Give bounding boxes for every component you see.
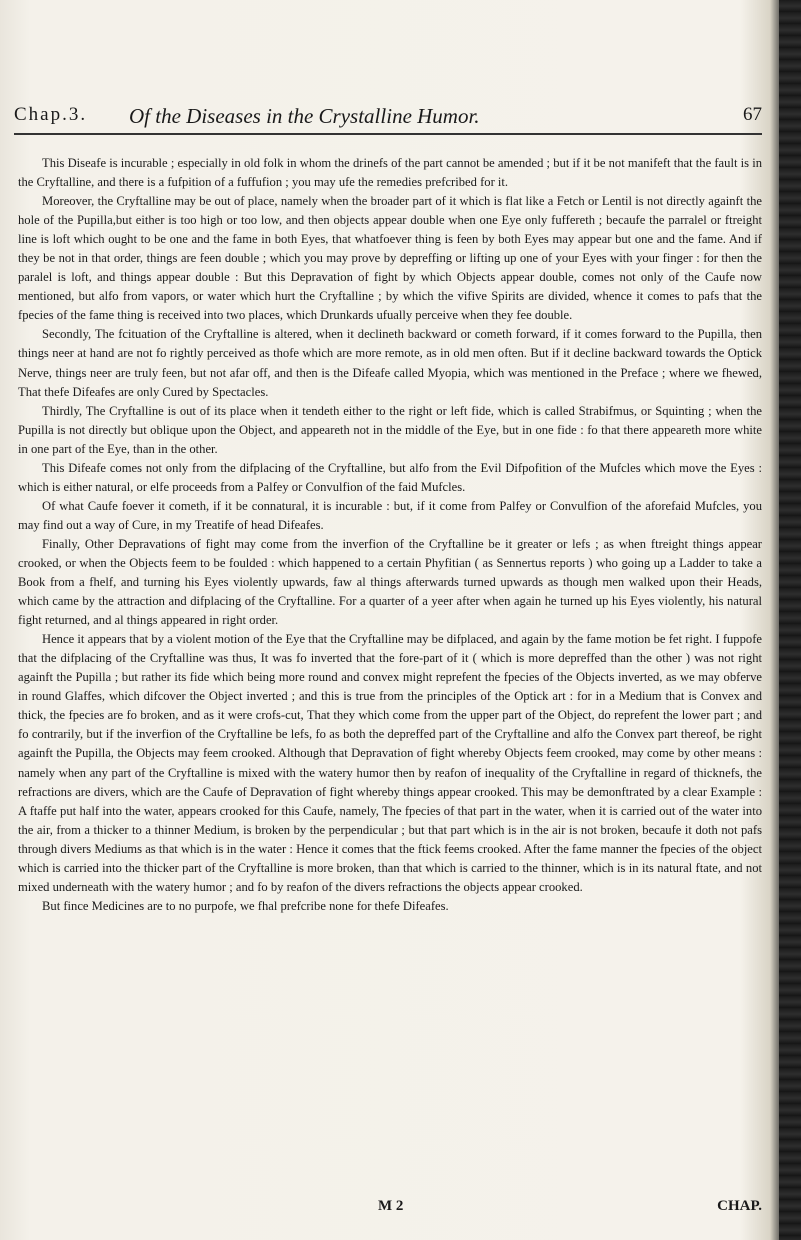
paragraph: But fince Medicines are to no purpofe, we fhal prefcribe none for thefe Difeafes.: [42, 898, 449, 913]
paragraph: Secondly, The fcituation of the Cryftalline is altered, when it declineth backward or cometh forward, if it comes forward to the Pupilla, then things neer at hand are not fo rightly perceived as thofe which are more remote, as in old men often. But if it decline backward towards the Optick Nerve, things neer are truly feen, but not afar off, and then is the Difeafe called Myopia, which was mentioned in the Preface ; where we fhewed, That thefe Difeafes are only Cured by Spectacles.: [18, 327, 762, 399]
book-binding-edge: [779, 0, 801, 1240]
page-number: 67: [743, 104, 762, 125]
paragraph: Hence it appears that by a violent motion of the Eye that the Cryftalline may be difplaced, and again by the fame motion be fet right. I fuppofe that the difplacing of the Cryftalline was thus, It was fo inverted that the fore-part of it ( which is more depreffed than the other ) was not right againft the Pupilla ; but rather its fide which being more round and convex might reprefent the fpecies of the Objects inverted, as we may obferve in round Glaffes, which difcover the Object inverted ; and this is true from the principles of the Optick art : for in a Medium that is Convex and thick, the fpecies are fo broken, and as it were crofs-cut, That they which come from the upper part of the Object, do reprefent the lower part ; and fo contrarily, but if the inverfion of the Cryftalline be lefs, fo as both the depreffed part of the Cryftalline and alfo the Convex part thereof, be right againft the Pupilla, the Objects may feem crooked. Although that Depravation of fight whereby Objects feem crooked, may come by other means : namely when any part of the Cryftalline is mixed with the watery humor then by reafon of inequality of the Cryftalline in regard of thicknefs, the refractions are divers, which are the Caufe of Depravation of fight whereby things appear crooked. This may be demonftrated by a clear Example : A ftaffe put half into the water, appears crooked for this Caufe, namely, The fpecies of that part in the water, when it is carried out of the water into the air, from a thicker to a thinner Medium, is broken by the perpendicular ; but that part which is in the air is not broken, becaufe it doth not pafs through divers Mediums as that which is in the water : Hence it comes that the ftick feems crooked. After the fame manner the fpecies of the object which is carried into the thicker part of the Cryftalline is more broken, than that which is carried to the thinner, which is in its natural ftate, and not mixed underneath with the watery humor ; and fo by reafon of the divers refractions the objects appear crooked.: [18, 632, 762, 894]
chapter-title: Of the Diseases in the Crystalline Humor.: [129, 104, 480, 128]
paragraph: Moreover, the Cryftalline may be out of place, namely when the broader part of it which is flat like a Fetch or Lentil is not directly againft the hole of the Pupilla,but either is too high or too low, and then objects appear double when one Eye only fuffereth ; becaufe the parralel or ftreight line is loft which ought to be one and the fame in both Eyes, that whatfoever thing is feen by both Eyes may appear but one and the fame. And if they be not in that order, things are feen double ; which you may prove by depreffing or lifting up one of your Eyes with your finger : for then the paralel is loft, and things appear double : But this Depravation of fight by which Objects appear double, comes not only of the Caufe now mentioned, but alfo from vapors, or water which hurt the Cryftalline ; by which the vifive Spirits are divided, whence it comes to pafs that the fpecies of the fame thing is received into two places, which Drunkards ufually perceive when they fee double.: [18, 194, 762, 323]
header-rule: [14, 133, 762, 135]
signature-mark: M 2: [378, 1198, 404, 1214]
paragraph: Thirdly, The Cryftalline is out of its place when it tendeth either to the right or left fide, which is called Strabifmus, or Squinting ; when the Pupilla is not directly but oblique upon the Object, and appeareth not in the middle of the Eye, but in one fide : fo that there appeareth more white in one part of the Eye, than in the other.: [18, 403, 762, 456]
paragraph: Of what Caufe foever it cometh, if it be connatural, it is incurable : but, if it come from Palfey or Convulfion of the aforefaid Mufcles, you may find out a way of Cure, in my Treatife of head Difeafes.: [18, 498, 762, 532]
paragraph: Finally, Other Depravations of fight may come from the inverfion of the Cryftalline be it greater or lefs ; as when ftreight things appear crooked, or when the Objects feem to be foulded : which happened to a certain Phyfitian ( as Sennertus reports ) who going up a Ladder to take a Book from a fhelf, and turning his Eyes violently upwards, faw al things afterwards turned upwards as though men walked upon their Heads, which came by the attraction and difplacing of the Cryftalline. For a quarter of a yeer after when again he turned up his Eyes violently, his natural fight returned, and al things appeared in right order.: [18, 536, 762, 628]
catchword: CHAP.: [717, 1198, 762, 1214]
body-text: [18, 154, 762, 916]
paragraph: This Difeafe comes not only from the difplacing of the Cryftalline, but alfo from the Evil Difpofition of the Mufcles which move the Eyes : which is either natural, or elfe proceeds from a Palfey or Convulfion of the faid Mufcles.: [18, 460, 762, 494]
paragraph: This Diseafe is incurable ; especially in old folk in whom the drinefs of the part cannot be amended ; but if it be not manifeft that the fault is in the Cryftalline, and there is a fufpition of a fuffufion ; you may ufe the remedies prefcribed for it.: [18, 156, 762, 190]
running-header: [14, 104, 762, 132]
page-footer: [18, 1198, 762, 1220]
chapter-label: Chap.3.: [14, 104, 88, 125]
